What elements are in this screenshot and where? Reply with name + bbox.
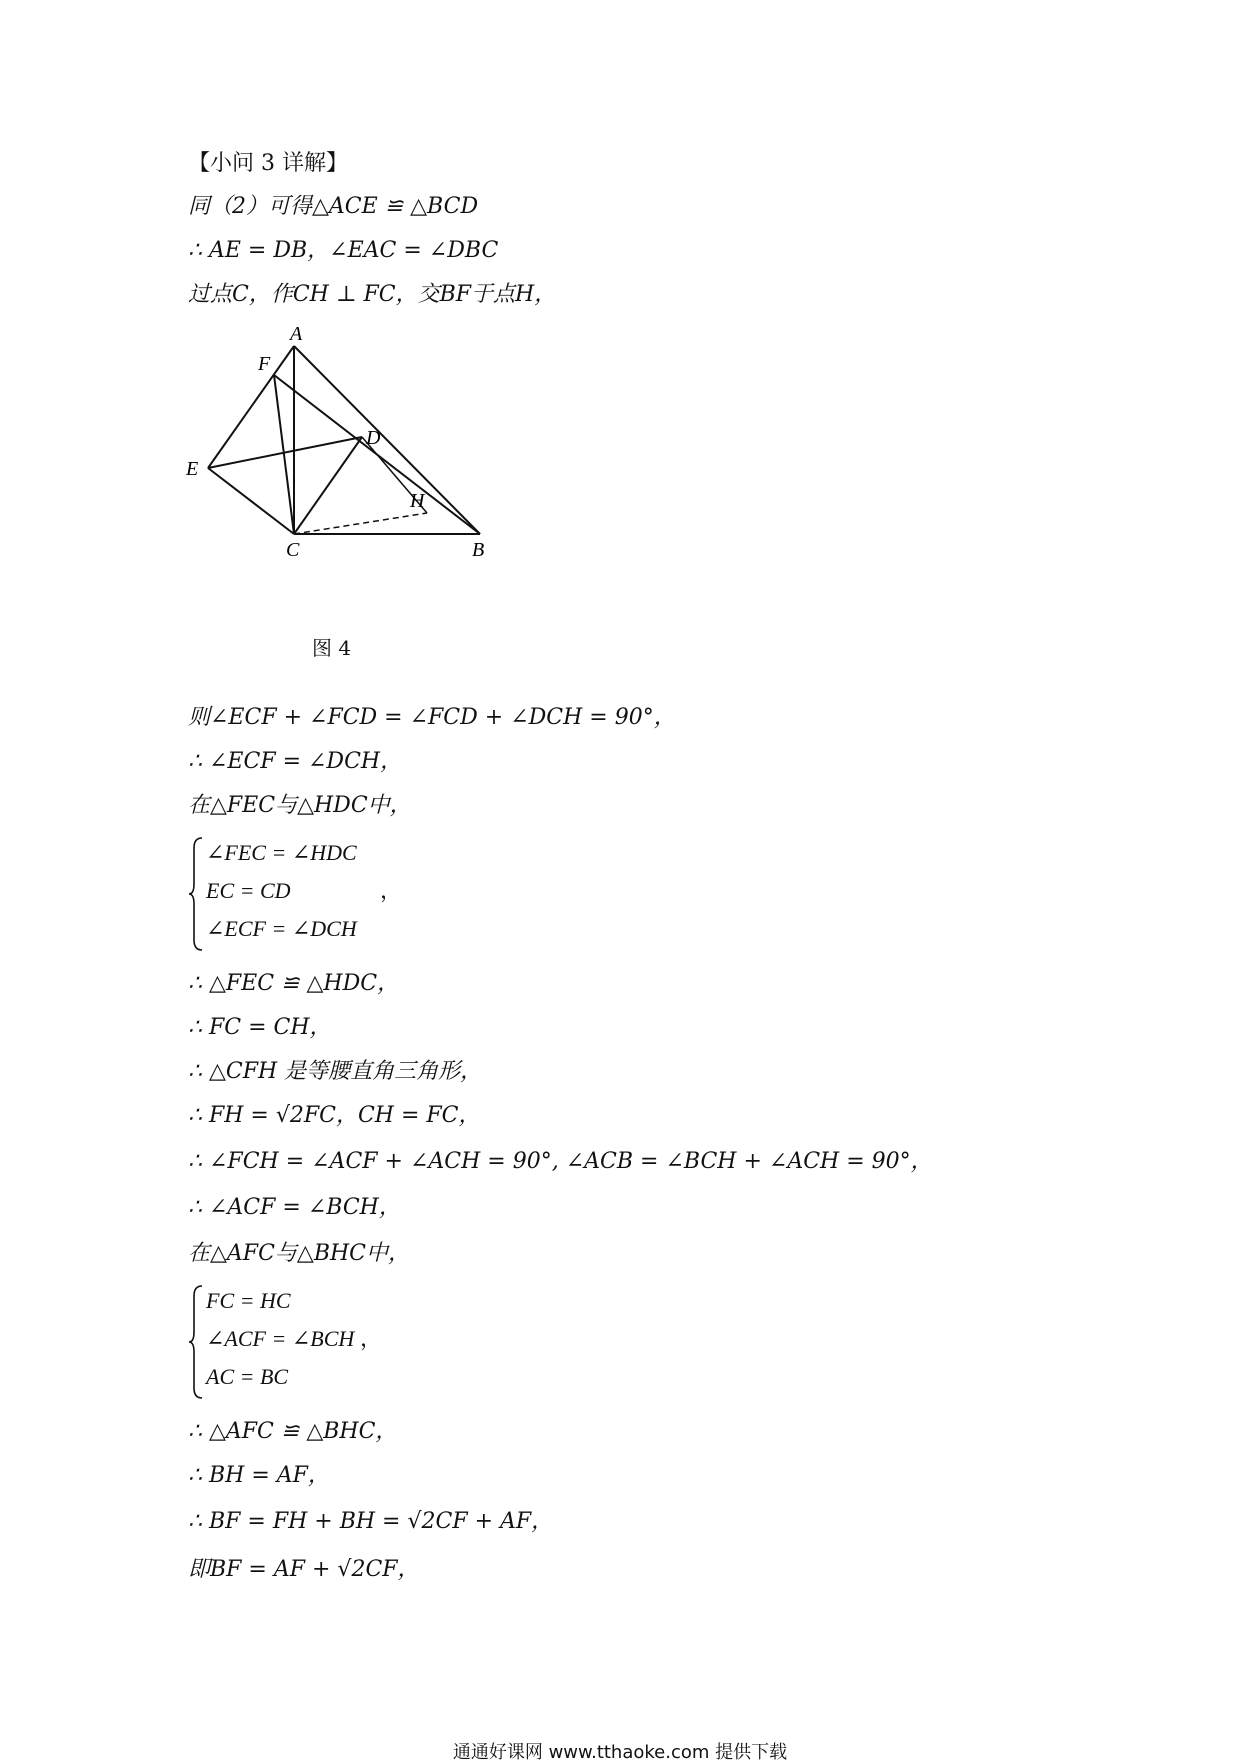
segment-CD xyxy=(294,437,362,534)
system-row: ∠FEC = ∠HDC xyxy=(206,840,357,865)
label-A: A xyxy=(290,323,303,345)
label-D: D xyxy=(366,427,381,449)
label-C: C xyxy=(286,539,300,560)
text-line: 即BF = AF + √2CF， xyxy=(188,1557,420,1582)
label-H: H xyxy=(410,490,425,512)
segment-CH-dashed xyxy=(294,513,427,534)
text-line: 在△AFC与△BHC中， xyxy=(188,1241,411,1266)
text-line: 过点C，作CH ⊥ FC，交BF于点H， xyxy=(188,282,557,307)
text-line: 同（2）可得△ACE ≌ △BCD xyxy=(188,194,479,219)
label-B: B xyxy=(472,539,485,560)
text-line: ∴ ∠ECF = ∠DCH， xyxy=(188,749,403,774)
text-line: ∴ BH = AF， xyxy=(188,1463,330,1488)
label-E: E xyxy=(186,458,199,480)
page-footer: 通通好课网 www.tthaoke.com 提供下载 xyxy=(452,1742,788,1763)
geometry-figure xyxy=(180,320,520,565)
segment-EC xyxy=(208,468,294,534)
system-row: ∠ACF = ∠BCH xyxy=(206,1326,355,1351)
system-row: AC = BC xyxy=(206,1364,289,1389)
text-line: ∴ BF = FH + BH = √2CF + AF， xyxy=(188,1509,554,1534)
system-row: EC = CD xyxy=(206,878,291,903)
system-row: FC = HC xyxy=(206,1288,291,1313)
figure-caption: 图 4 xyxy=(312,636,352,660)
text-line: ∴ △AFC ≌ △BHC， xyxy=(188,1419,398,1444)
text-line: ∴ △CFH 是等腰直角三角形， xyxy=(188,1059,483,1084)
text-line: ∴ △FEC ≌ △HDC， xyxy=(188,971,400,996)
text-line: ∴ ∠ACF = ∠BCH， xyxy=(188,1195,401,1220)
text-line: 在△FEC与△HDC中， xyxy=(188,793,412,818)
heading: 【小问 3 详解】 xyxy=(188,151,348,176)
brace-icon xyxy=(188,1282,204,1402)
text-line: ∴ AE = DB，∠EAC = ∠DBC xyxy=(188,238,499,263)
system-tail: ， xyxy=(380,878,403,903)
text-line: 则∠ECF + ∠FCD = ∠FCD + ∠DCH = 90°， xyxy=(188,705,676,730)
system-tail: ， xyxy=(360,1326,383,1351)
text-line: ∴ ∠FCH = ∠ACF + ∠ACH = 90°, ∠ACB = ∠BCH + ∠ACH = 90°， xyxy=(188,1149,933,1174)
text-line: ∴ FC = CH， xyxy=(188,1015,332,1040)
text-line: ∴ FH = √2FC，CH = FC， xyxy=(188,1103,481,1128)
segment-AB xyxy=(294,346,480,534)
system-row: ∠ECF = ∠DCH xyxy=(206,916,357,941)
label-F: F xyxy=(258,353,271,375)
segment-EA xyxy=(208,346,294,468)
figure-svg xyxy=(180,320,520,560)
brace-icon xyxy=(188,834,204,954)
